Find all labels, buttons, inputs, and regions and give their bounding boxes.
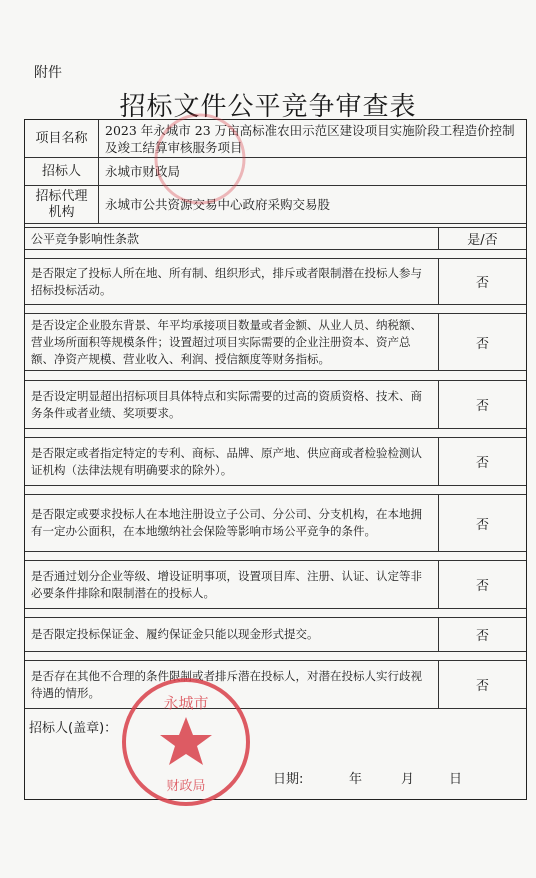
- spacer: [25, 609, 526, 618]
- project-label: 项目名称: [25, 120, 99, 157]
- agent-label: 招标代理机构: [25, 186, 99, 223]
- agent-value: 永城市公共资源交易中心政府采购交易股: [105, 197, 331, 212]
- svg-text:财政局: 财政局: [166, 779, 206, 794]
- criteria-text: 是否限定或者指定特定的专利、商标、品牌、原产地、供应商或者检验检测认证机构（法律法规有明确要求的除外）。: [25, 438, 439, 485]
- spacer: [25, 652, 526, 661]
- criteria-answer: 否: [475, 456, 489, 471]
- project-value: 2023 年永城市 23 万亩高标准农田示范区建设项目实施阶段工程造价控制及竣工结算审核服务项目: [105, 122, 515, 155]
- spacer: [25, 486, 526, 495]
- criteria-text: 是否限定或要求投标人在本地注册设立子公司、分公司、分支机构，在本地拥有一定办公面积，在本地缴纳社会保险等影响市场公平竞争的条件。: [25, 495, 439, 551]
- criteria-text: 是否限定了投标人所在地、所有制、组织形式，排斥或者限制潜在投标人参与招标投标活动。: [25, 259, 439, 304]
- criteria-answer: 否: [475, 629, 489, 644]
- date-day: 日: [449, 772, 463, 787]
- page-title: 招标文件公平竞争审查表: [119, 92, 417, 122]
- criteria-answer: 否: [475, 399, 489, 414]
- spacer: [25, 552, 526, 561]
- project-row: [25, 120, 526, 158]
- criteria-answer: 否: [475, 336, 489, 352]
- criteria-text: 是否设定企业股东背景、年平均承接项目数量或者金额、从业人员、纳税额、营业场所面积等规模条件；设置超过项目实际需要的企业注册资本、资产总额、净资产规模、营业收入、利润、授信额度等财务指标。: [25, 314, 439, 370]
- table-row: [25, 661, 526, 709]
- review-form: [24, 119, 527, 800]
- table-row: [25, 561, 526, 609]
- table-row: [25, 314, 526, 371]
- spacer: [25, 250, 526, 259]
- agent-row: [25, 186, 526, 224]
- criteria-text: 是否限定投标保证金、履约保证金只能以现金形式提交。: [25, 618, 439, 651]
- criteria-answer: 否: [475, 679, 489, 694]
- criteria-text: 是否存在其他不合理的条件限制或者排斥潜在投标人，对潜在投标人实行歧视待遇的情形。: [25, 661, 439, 708]
- attachment-label: 附件: [34, 65, 62, 81]
- bidder-value: 永城市财政局: [105, 164, 181, 179]
- table-row: [25, 259, 526, 305]
- date-year: 年: [349, 772, 363, 787]
- bidder-label: 招标人: [25, 158, 99, 185]
- table-row: [25, 381, 526, 429]
- spacer: [25, 371, 526, 381]
- table-row: [25, 438, 526, 486]
- table-row: [25, 495, 526, 552]
- spacer: [25, 305, 526, 314]
- svg-text:永城市: 永城市: [163, 694, 209, 712]
- answer-header-label: 是/否: [467, 233, 498, 248]
- criteria-text: 是否设定明显超出招标项目具体特点和实际需要的过高的资质资格、技术、商务条件或者业绩、奖项要求。: [25, 381, 439, 428]
- bidder-row: [25, 158, 526, 186]
- criteria-text: 是否通过划分企业等级、增设证明事项，设置项目库、注册、认证、认定等非必要条件排除和限制潜在的投标人。: [25, 561, 439, 608]
- criteria-answer: 否: [475, 276, 489, 291]
- table-row: [25, 618, 526, 652]
- criteria-answer: 否: [475, 579, 489, 594]
- spacer: [25, 429, 526, 438]
- criteria-header: [25, 228, 526, 250]
- date-label: 日期:: [273, 772, 304, 787]
- criteria-header-label: 公平竞争影响性条款: [25, 228, 439, 249]
- seal-label: 招标人(盖章)：: [29, 721, 118, 736]
- date-month: 月: [401, 772, 415, 787]
- criteria-answer: 否: [475, 517, 489, 533]
